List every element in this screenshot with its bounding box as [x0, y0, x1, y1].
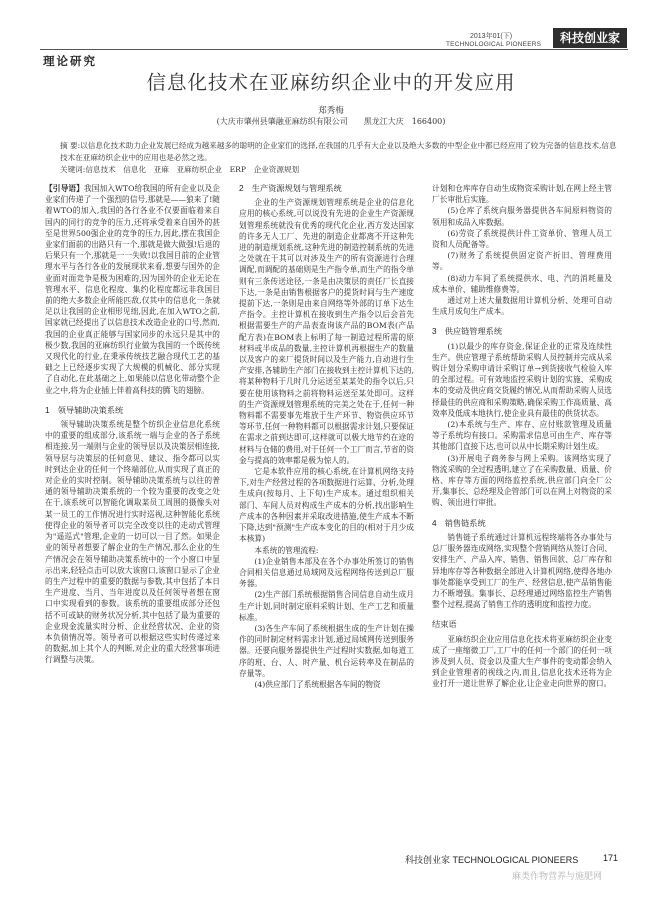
section-4-paragraph: 销售链子系统通过计算机远程终端将各办事处与总厂服务器连成网络,实现整个营销网络从签订合同、安排生产、产品入库、销售、销售回款、总厂库存和异地库存等各种数据全部进入计算机网络,使得各地办事处都能享受到工厂的生产、经营信息,使产品销售能力不断增强。集事长、总经理通过网络监控生产销售整个过程,提高了销售工作的透明度和监控力度。	[432, 532, 612, 610]
author-affiliation: (大庆市肇州县肇融亚麻纺织有限公司 黑龙江大庆 166400)	[216, 117, 446, 126]
section-2-list-item: (5)仓库了系统向服务器提供各车间原料物资的领用和成品入库数据。	[432, 206, 612, 227]
conclusion-heading: 结束语	[432, 620, 457, 630]
journal-brand: 科技创业家	[553, 28, 627, 48]
text-column-2	[239, 183, 414, 690]
section-heading-1: 1 领导辅助决策系统	[45, 405, 124, 415]
intro-text: 我国加入WTO给我国的所有企业以及企业家们传递了一个强烈的信号,那就是——狼来了!随着WTO的加入,我国的各行各业不仅要面临着来自国内的同行的竞争的压力,还将承受着来自国外的甚至是世界500强企业的竞争的压力,因此,摆在我国企业家们面前的出路只有一个,那就是做大做强!后退的后果只有一个,那就是一一失败!以我国目前的企业管理水平与各行各业的发展现状来看,想要与国外的企业面对面竞争是极为困难的,因为国外的企业无论在管理水平、信息化程度、集约化程度都远非我国目前的绝大多数企业所能匹敌,仅其中的信息化一条就足以让我国的企业相形见绌,因此,在加入WTO之前,国家就已经提出了以信息技术改造企业的口号,然而,我国的企业真正能够与国家同步的永远只是其中的极少数,我国的亚麻纺织行业做为我国的一个既传统又现代化的行业,在秉承传统技艺融合现代工艺的基础之上已经逐步实现了大规模的机械化、部分实现了自动化,在此基础之上,如果能以信息化带动整个企业之中,将为企业插上伴着高科技的腾飞的翅膀。	[45, 184, 220, 395]
section-2-list-item: (2)生产部门系统根据销售合同信息自动生成月生产计划,同时制定原料采购计划、生产工艺和质量标准。	[239, 590, 414, 622]
section-1-paragraph: 领导辅助决策系统是整个纺织企业信息化系统中的重要的组成部分,该系统一端与企业的各子系统相连接,另一端则与企业的领导层以及决策层相连接,领导层与决策层的任何意见、建议、指令都可以实时到达企业的任何一个终端部位,从而实现了真正的对企业的实时控制。领导辅助决策系统与以往的普通的领导辅助决策系统的一个较为重要的改变之处在于,该系统可以智能化调取某员工周围的摄像头对某一员工的工作情况进行实时巡视,这种智能化系统使得企业的领导者可以完全改变以往的走动式管理为"遥巡式"管理,企业的一切可以一目了然。如果企业的领导者想要了解企业的生产情况,那么企业的生产情况会在领导辅助决策系统中的一个小窗口中显示出来,轻轻点击可以放大该窗口,该窗口显示了企业的生产过程中的重要的数据与参数,其中包括了本日生产进度、当月、当年进度以及任何领导者想在窗口中实现看到的参数。该系统的重要组成部分还包括不可或缺的财务状况分析,其中包括了最为重要的企业现金流量实时分析、企业经营状况、企业的资本负债情况等。领导者可以根据这些实时传递过来的数据,加上其个人的判断,对企业的重大经营事项进行调整与决策。	[45, 420, 220, 665]
section-2-paragraph: 通过对上述大量数据用计算机分析、处理可自动生成月成旬生产成本。	[432, 296, 612, 317]
journal-subtitle: TECHNOLOGICAL PIONEERS	[446, 41, 542, 48]
section-2-paragraph: 本系统的管理流程:	[254, 545, 319, 555]
section-heading-4: 4 销售链系统	[432, 518, 486, 528]
header-divider	[40, 49, 628, 50]
section-2-paragraph: 企业的生产资源规划管理系统是企业的信息化应用的核心系统,可以说没有先进的企业生产资源规划管理系统就没有优秀的现代化企业,西方发达国家的许多无人工厂、先进的制造企业都离不开这种先进的制造规划系统,这种先进的制造控制系统的先进之处就在于其可以对涉及生产的所有资源进行合理调配,而调配的基础则是生产指令单,而生产的指令单则有三条传送途径,一条是由决策层的责任厂长直接下达,一条是由销售根据客户的提货时间与生产速度提前下达,一条则是由来自网络等外部的订单下达生产指令。主控计算机在接收到生产指令以后会首先根据需要生产的产品表查询该产品的BOM表(产品配方表)在BOM表上标明了每一制造过程所需的原材料或半成品的数量,主控计算机再根据生产的数量以及客户的来厂提货时间以及生产能力,自动进行生产安排,各辅助生产部门在接收到主控计算机下达的,将某种物料于几时几分运送至某某处的指令以后,只要在使用该物料之前将物料运送至某处即可。这样的生产资源规划管理系统的完美之处在于,任何一种物料都不需要事先堆放于生产环节、物资供应环节等环节,任何一种物料都可以根据需求计划,只要保证在需求之前到达即可,这样就可以极大地节约在途的材料与仓储的费用,对于任何一个工厂而言,节省的资金与提高的效率都是极为惊人的。	[239, 198, 414, 465]
section-2-list-item: (8)动力车间了系统提供水、电、汽的消耗量及成本单价、辅助维修费等。	[432, 273, 612, 294]
page-number: 171	[603, 853, 619, 863]
abstract: 摘 要:以信息化技术助力企业发展已经成为越来越多的聪明的企业家们的选择,在我国的几乎有大企业以及绝大多数的中型企业中都已经应用了较为完备的信息技术,信息技术在亚麻纺织企业中的应用也是必然之选。	[60, 141, 617, 162]
section-2-list-item: (4)供应部门了系统根据各车间的物资	[254, 679, 381, 689]
conclusion-paragraph: 亚麻纺织企业应用信息化技术将亚麻纺织企业变成了一座缩微工厂,工厂中的任何一个部门的任何一项涉及到人员、资金以及重大生产事件的变动都会纳入到企业管理者的视线之内,而且,信息化技术还将为企业打开一道让世界了解企业,让企业走向世界的窗口。	[432, 634, 612, 689]
keywords: 关键词:信息技术 信息化 亚麻 亚麻纺织企业 ERP 企业资源规划	[60, 165, 300, 174]
article-title: 信息化技术在亚麻纺织企业中的开发应用	[146, 71, 516, 94]
section-heading-3: 3 供应链管理系统	[432, 327, 503, 337]
section-3-paragraph: (3)开展电子商务参与网上采购。该网络实现了物流采购的全过程透明,建立了在采购数量、质量、价格、库存等方面的网络监控系统,供应部门向全厂公开,集事长、总经理及企管部门可以在网上对物资的采购、领出进行审批。	[432, 453, 612, 508]
section-2-list-item: (7)财务了系统提供固定资产折旧、管理费用等。	[432, 251, 612, 272]
section-2-paragraph: 它是本软件应用的核心系统,在计算机网络支持下,对生产经营过程的各项数据进行运算、分析,处理生成向(按每月、上下旬)生产成本。通过组织相关部门、车间人员对构成生产成本的分析,找出影响生产成本的各种因素并采取改进措施,使生产成本不断下降,达到"预测"生产成本变化的目的(相对于月少成本核算)	[239, 467, 414, 544]
text-column-3	[432, 183, 612, 690]
section-heading-2: 2 生产资源规划与管理系统	[239, 184, 342, 193]
intro-tag: 【引导语】	[45, 184, 84, 193]
section-2-list-item: (1)企业销售本部及在各个办事处所签订的销售合同相关信息通过局域网及远程网络传送到总厂服务器。	[239, 556, 414, 589]
footer-journal-name: 科技创业家 TECHNOLOGICAL PIONEERS	[405, 855, 579, 865]
text-column-1	[45, 183, 220, 666]
intro-paragraph	[45, 183, 220, 396]
section-3-paragraph: (1)以最少的库存资金,保证企业的正常及连续性生产。供应管理子系统帮助采购人员控制并完成从采购计划分采购申请计采购订单→到货接收气检验入库的全部过程。可有效地监控采购计划的实施、采购成本的变动及供应商交货履约情况,从而帮助采购人员选择最佳的供应商和采购策略,确保采购工作高质量、高效率及低成本地执行,使企业具有最佳的供货状态。	[432, 341, 612, 418]
column-label: 理论研究	[43, 56, 97, 68]
section-3-paragraph: (2)本系统与生产、库存、应付账款管理及质量等子系统均有接口。采购需求信息可由生产、库存等其他部门直接下达,也可以从中长期采购计划生成。	[432, 420, 612, 452]
section-2-list-item: (6)劳资了系统提供计件工资单价、管理人员工资和人员配备等。	[432, 228, 612, 250]
watermark: 麻类作物营养与施肥网	[512, 871, 603, 881]
issue-date: 2013年01(下)	[470, 33, 513, 40]
section-2-continued: 计划和仓库库存自动生成物资采购计划,在网上经主管厂长审批后实施。	[432, 184, 612, 205]
section-2-list-item: (3)各生产车间了系统根据生成的生产计划在操作的同时制定材料需求计划,通过局域网传送到服务器。还要向服务器提供生产过程时实数据,如每道工序的班、台、人、时产量、机台运转率及在制品的存量等。	[239, 623, 414, 678]
author-name: 郑秀梅	[318, 106, 344, 116]
